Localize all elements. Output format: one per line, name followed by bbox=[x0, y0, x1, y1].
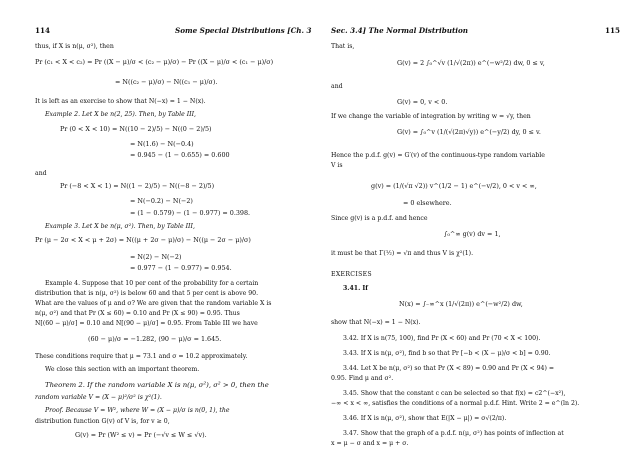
equation-line: G(v) = 2 ∫₀^√v (1/√(2π)) e^(−w²/2) dw, 0 ≤ v, bbox=[397, 59, 545, 67]
text-line: We close this section with an important theorem. bbox=[45, 366, 200, 373]
equation-line: = N((c₂ − μ)/σ) − N((c₁ − μ)/σ). bbox=[115, 78, 218, 86]
equation-line: G(v) = 0, v < 0. bbox=[397, 98, 448, 106]
equation-line: ∫₀^∞ g(v) dv = 1, bbox=[444, 230, 501, 238]
text-line: thus, if X is n(μ, σ²), then bbox=[35, 43, 114, 50]
text-line: V is bbox=[331, 162, 343, 169]
theorem-text: random variable V = (X − μ)²/σ² is χ²(1). bbox=[35, 394, 162, 401]
exercise-item: 3.42. If X is n(75, 100), find Pr (X < 60) and Pr (70 < X < 100). bbox=[343, 335, 541, 342]
equation-line: Pr (μ − 2σ < X < μ + 2σ) = N((μ + 2σ − μ)/σ) − N((μ − 2σ − μ)/σ) bbox=[35, 236, 251, 244]
equation-line: G(v) = Pr (W² ≤ v) = Pr (−√v ≤ W ≤ √v). bbox=[75, 431, 207, 439]
text-line: If we change the variable of integration by writing w = √y, then bbox=[331, 113, 531, 120]
exercise-item: 3.41. If bbox=[343, 285, 368, 292]
equation-line: N(x) = ∫₋∞^x (1/√(2π)) e^(−w²/2) dw, bbox=[399, 300, 523, 308]
running-title-right: Sec. 3.4] The Normal Distribution bbox=[331, 26, 469, 35]
text-line: distribution that is n(μ, σ²) is below 60 and that 5 per cent is above 90. bbox=[35, 290, 259, 297]
example-heading: Example 3. Let X be n(μ, σ²). Then, by Table III, bbox=[45, 223, 195, 230]
exercise-item: 3.45. Show that the constant c can be selected so that f(x) = c2^(−x²), bbox=[343, 390, 566, 397]
equation-line: Pr (−8 < X < 1) = N((1 − 2)/5) − N((−8 − 2)/5) bbox=[60, 182, 215, 190]
exercise-item: 3.47. Show that the graph of a p.d.f. n(μ, σ²) has points of inflection at bbox=[343, 430, 564, 437]
text-line: x = μ − σ and x = μ + σ. bbox=[331, 440, 409, 447]
example-heading: Example 2. Let X be n(2, 25). Then, by Table III, bbox=[45, 111, 196, 118]
equation-line: Pr (0 < X < 10) = N((10 − 2)/5) − N((0 − 2)/5) bbox=[60, 125, 212, 133]
text-line: N[(60 − μ)/σ] = 0.10 and N[(90 − μ)/σ] = 0.95. From Table III we have bbox=[35, 320, 258, 327]
exercise-item: 3.43. If X is n(μ, σ²), find b so that Pr [−b < (X − μ)/σ < b] = 0.90. bbox=[343, 350, 551, 357]
equation-line: = 0 elsewhere. bbox=[403, 199, 452, 207]
text-line: What are the values of μ and σ? We are given that the random variable X is bbox=[35, 300, 272, 307]
equation-line: = 0.945 − (1 − 0.655) = 0.600 bbox=[130, 151, 230, 159]
text-line: These conditions require that μ = 73.1 and σ = 10.2 approximately. bbox=[35, 353, 248, 360]
page-number-right: 115 bbox=[605, 26, 621, 35]
equation-line: G(v) = ∫₀^v (1/(√(2π)√y)) e^(−y/2) dy, 0 ≤ v. bbox=[397, 128, 541, 136]
equation-line: = 0.977 − (1 − 0.977) = 0.954. bbox=[130, 264, 232, 272]
text-line: n(μ, σ²) and that Pr (X ≤ 60) = 0.10 and Pr (X ≤ 90) = 0.95. Thus bbox=[35, 310, 240, 317]
text-line: It is left as an exercise to show that N(−x) = 1 − N(x). bbox=[35, 98, 206, 105]
text-line: −∞ < x < ∞, satisfies the conditions of a normal p.d.f. Hint. Write 2 = e^(ln 2). bbox=[331, 400, 580, 407]
text-line: show that N(−x) = 1 − N(x). bbox=[331, 319, 421, 326]
text-line: Since g(v) is a p.d.f. and hence bbox=[331, 215, 428, 222]
exercise-item: 3.46. If X is n(μ, σ²), show that E(|X − μ|) = σ√(2/π). bbox=[343, 415, 507, 422]
page-number-left: 114 bbox=[35, 26, 51, 35]
text-line: 0.95. Find μ and σ². bbox=[331, 375, 394, 382]
right-page bbox=[319, 0, 638, 461]
equation-line: = N(1.6) − N(−0.4) bbox=[130, 140, 194, 148]
equation-line: = N(−0.2) − N(−2) bbox=[130, 197, 193, 205]
text-line: Example 4. Suppose that 10 per cent of the probability for a certain bbox=[45, 280, 259, 287]
equation-line: Pr (c₁ < X < c₂) = Pr ((X − μ)/σ < (c₂ − μ)/σ) − Pr ((X − μ)/σ < (c₁ − μ)/σ) bbox=[35, 58, 274, 66]
exercises-heading: EXERCISES bbox=[331, 271, 372, 278]
exercise-item: 3.44. Let X be n(μ, σ²) so that Pr (X < 89) = 0.90 and Pr (X < 94) = bbox=[343, 365, 555, 372]
text-line: it must be that Γ(½) = √π and thus V is χ²(1). bbox=[331, 250, 474, 257]
theorem-heading: Theorem 2. If the random variable X is n(μ, σ²), σ² > 0, then the bbox=[45, 381, 269, 389]
equation-line: = (1 − 0.579) − (1 − 0.977) = 0.398. bbox=[130, 209, 251, 217]
running-title-left: Some Special Distributions [Ch. 3 bbox=[175, 26, 312, 35]
equation-line: g(v) = (1/(√π √2)) v^(1/2 − 1) e^(−v/2), 0 < v < ∞, bbox=[371, 182, 537, 190]
text-line: and bbox=[35, 170, 47, 177]
text-line: That is, bbox=[331, 43, 355, 50]
text-line: distribution function G(v) of V is, for v ≥ 0, bbox=[35, 418, 170, 425]
equation-line: (60 − μ)/σ = −1.282, (90 − μ)/σ = 1.645. bbox=[88, 335, 222, 343]
proof-text: Proof. Because V = W², where W = (X − μ)/σ is n(0, 1), the bbox=[45, 407, 230, 414]
text-line: Hence the p.d.f. g(v) = G′(v) of the continuous-type random variable bbox=[331, 152, 545, 159]
equation-line: = N(2) − N(−2) bbox=[130, 253, 182, 261]
text-line: and bbox=[331, 83, 343, 90]
